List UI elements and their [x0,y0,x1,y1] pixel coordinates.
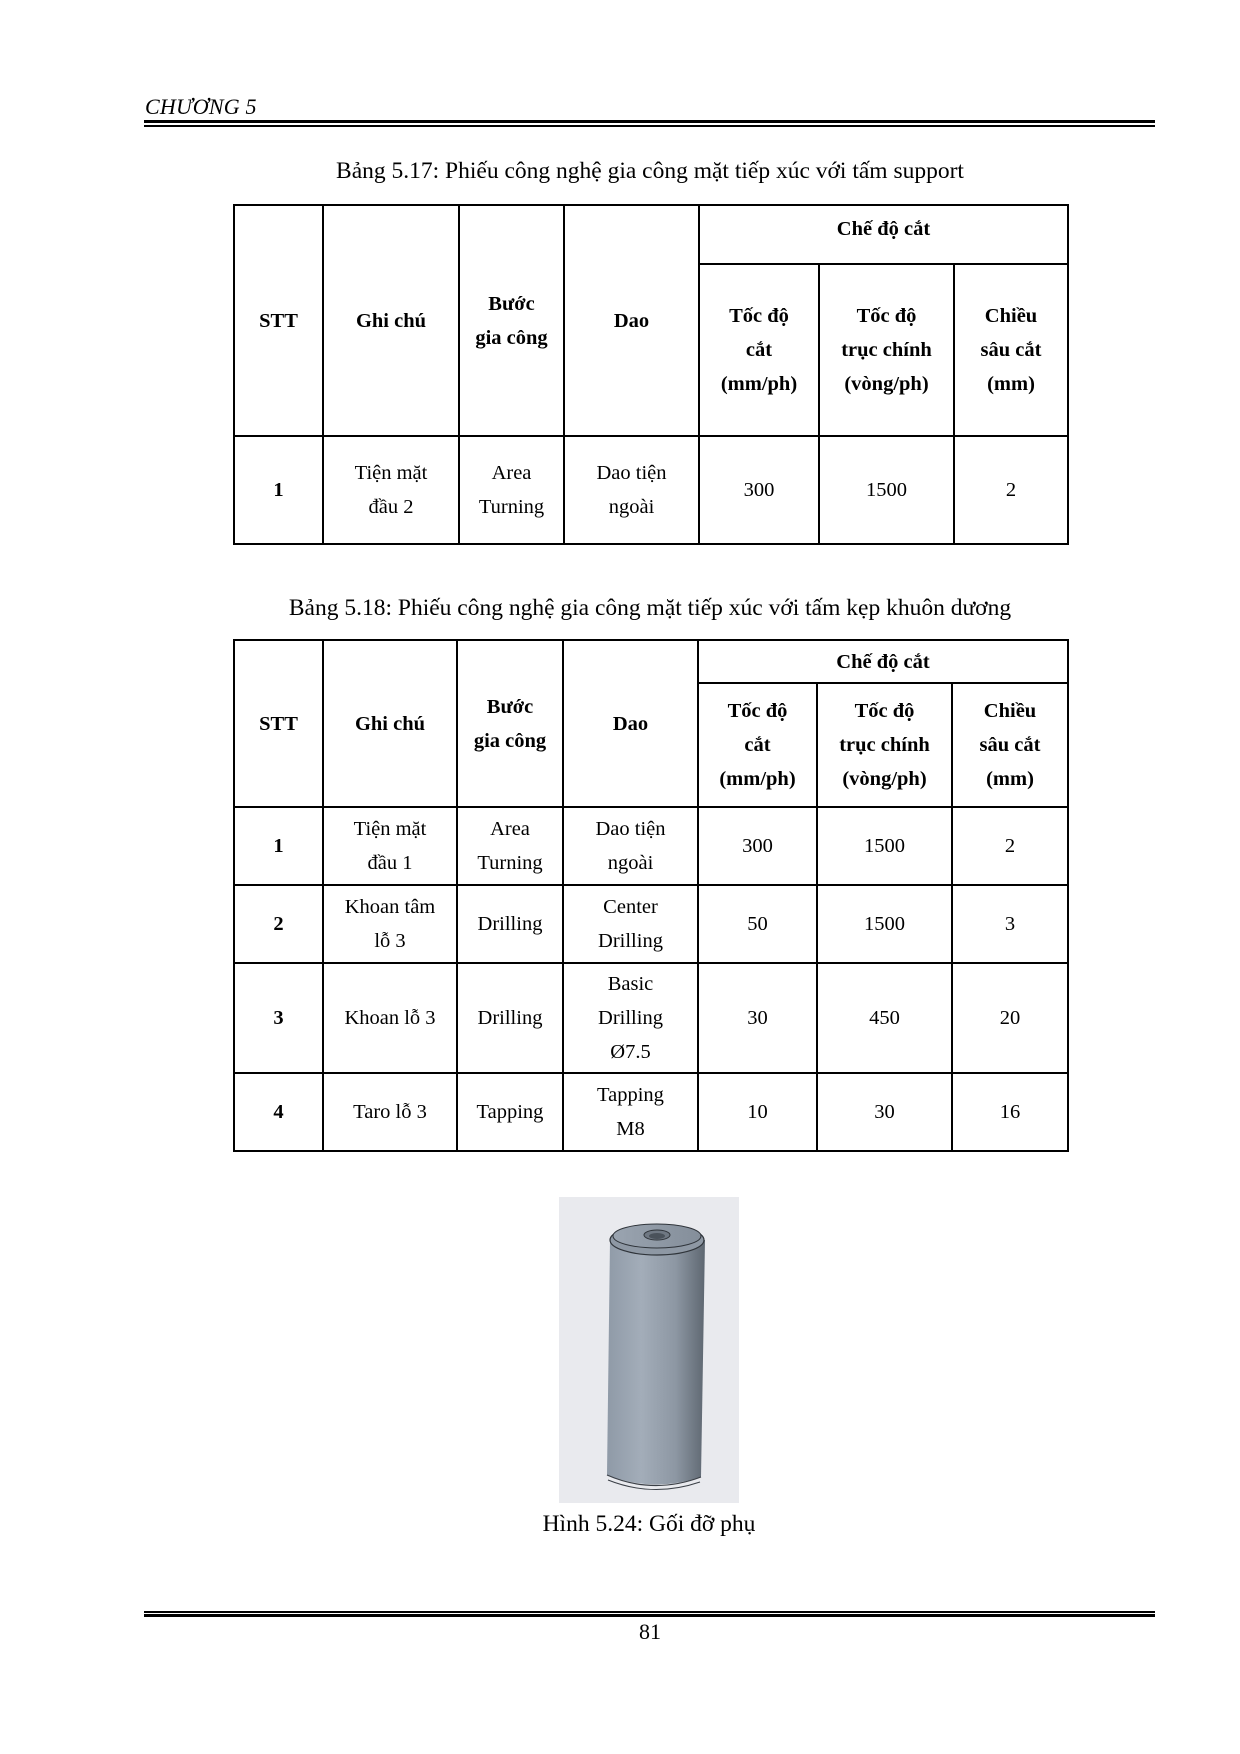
cell-toc-do-cat: 10 [698,1073,817,1151]
cell-buoc: Area Turning [459,436,564,544]
cell-buoc: Tapping [457,1073,563,1151]
table-row [234,807,1068,885]
figure-caption: Hình 5.24: Gối đỡ phụ [542,1511,756,1537]
cell-toc-do-cat: 30 [698,963,817,1073]
header-dao: Dao [564,205,699,436]
cell-chieu-sau: 16 [952,1073,1068,1151]
header-toc-do-cat: Tốc độ cắt (mm/ph) [699,264,819,436]
header-buoc-gia-cong: Bước gia công [457,640,563,807]
cell-dao: Dao tiện ngoài [563,807,698,885]
table-5-17 [233,204,1069,545]
table-row [234,436,1068,544]
table-row [234,963,1068,1073]
cell-ghi-chu: Tiện mặt đầu 1 [323,807,457,885]
cell-dao: Tapping M8 [563,1073,698,1151]
table-5-17-caption: Bảng 5.17: Phiếu công nghệ gia công mặt tiếp xúc với tấm support [336,158,964,184]
cell-ghi-chu: Tiện mặt đầu 2 [323,436,459,544]
cell-ghi-chu: Taro lỗ 3 [323,1073,457,1151]
cell-stt: 2 [234,885,323,963]
header-rule-thick [144,120,1155,123]
chapter-header: CHƯƠNG 5 [145,94,257,119]
cell-ghi-chu: Khoan lỗ 3 [323,963,457,1073]
cell-toc-do-cat: 50 [698,885,817,963]
cell-toc-do-truc: 450 [817,963,952,1073]
header-rule-thin [144,125,1155,127]
cell-stt: 1 [234,436,323,544]
cell-chieu-sau: 2 [954,436,1068,544]
footer-rule-thin [144,1611,1155,1613]
header-stt: STT [234,640,323,807]
header-toc-do-cat: Tốc độ cắt (mm/ph) [698,683,817,807]
cell-chieu-sau: 3 [952,885,1068,963]
cell-toc-do-cat: 300 [699,436,819,544]
cell-stt: 3 [234,963,323,1073]
cell-dao: Basic Drilling Ø7.5 [563,963,698,1073]
header-buoc-gia-cong: Bước gia công [459,205,564,436]
table-row [234,885,1068,963]
cell-stt: 4 [234,1073,323,1151]
cell-toc-do-truc: 1500 [817,807,952,885]
cell-toc-do-truc: 1500 [817,885,952,963]
cell-toc-do-cat: 300 [698,807,817,885]
header-che-do-cat: Chế độ cắt [698,640,1068,683]
table-5-18 [233,639,1069,1152]
header-che-do-cat: Chế độ cắt [699,205,1068,264]
cell-chieu-sau: 20 [952,963,1068,1073]
header-ghi-chu: Ghi chú [323,205,459,436]
header-chieu-sau-cat: Chiều sâu cắt (mm) [954,264,1068,436]
cell-buoc: Drilling [457,963,563,1073]
header-dao: Dao [563,640,698,807]
figure-image-cylinder [559,1197,739,1503]
cell-ghi-chu: Khoan tâm lỗ 3 [323,885,457,963]
table-row [234,1073,1068,1151]
cell-stt: 1 [234,807,323,885]
cell-toc-do-truc: 30 [817,1073,952,1151]
cell-buoc: Area Turning [457,807,563,885]
cell-buoc: Drilling [457,885,563,963]
header-ghi-chu: Ghi chú [323,640,457,807]
cell-dao: Dao tiện ngoài [564,436,699,544]
cylinder-support-icon [559,1197,739,1503]
table-5-18-caption: Bảng 5.18: Phiếu công nghệ gia công mặt tiếp xúc với tấm kẹp khuôn dương [288,595,1012,621]
header-stt: STT [234,205,323,436]
cell-chieu-sau: 2 [952,807,1068,885]
header-toc-do-truc-chinh: Tốc độ trục chính (vòng/ph) [819,264,954,436]
header-chieu-sau-cat: Chiều sâu cắt (mm) [952,683,1068,807]
cell-dao: Center Drilling [563,885,698,963]
page-number: 81 [639,1619,661,1644]
cell-toc-do-truc: 1500 [819,436,954,544]
footer-rule-thick [144,1614,1155,1617]
header-toc-do-truc-chinh: Tốc độ trục chính (vòng/ph) [817,683,952,807]
